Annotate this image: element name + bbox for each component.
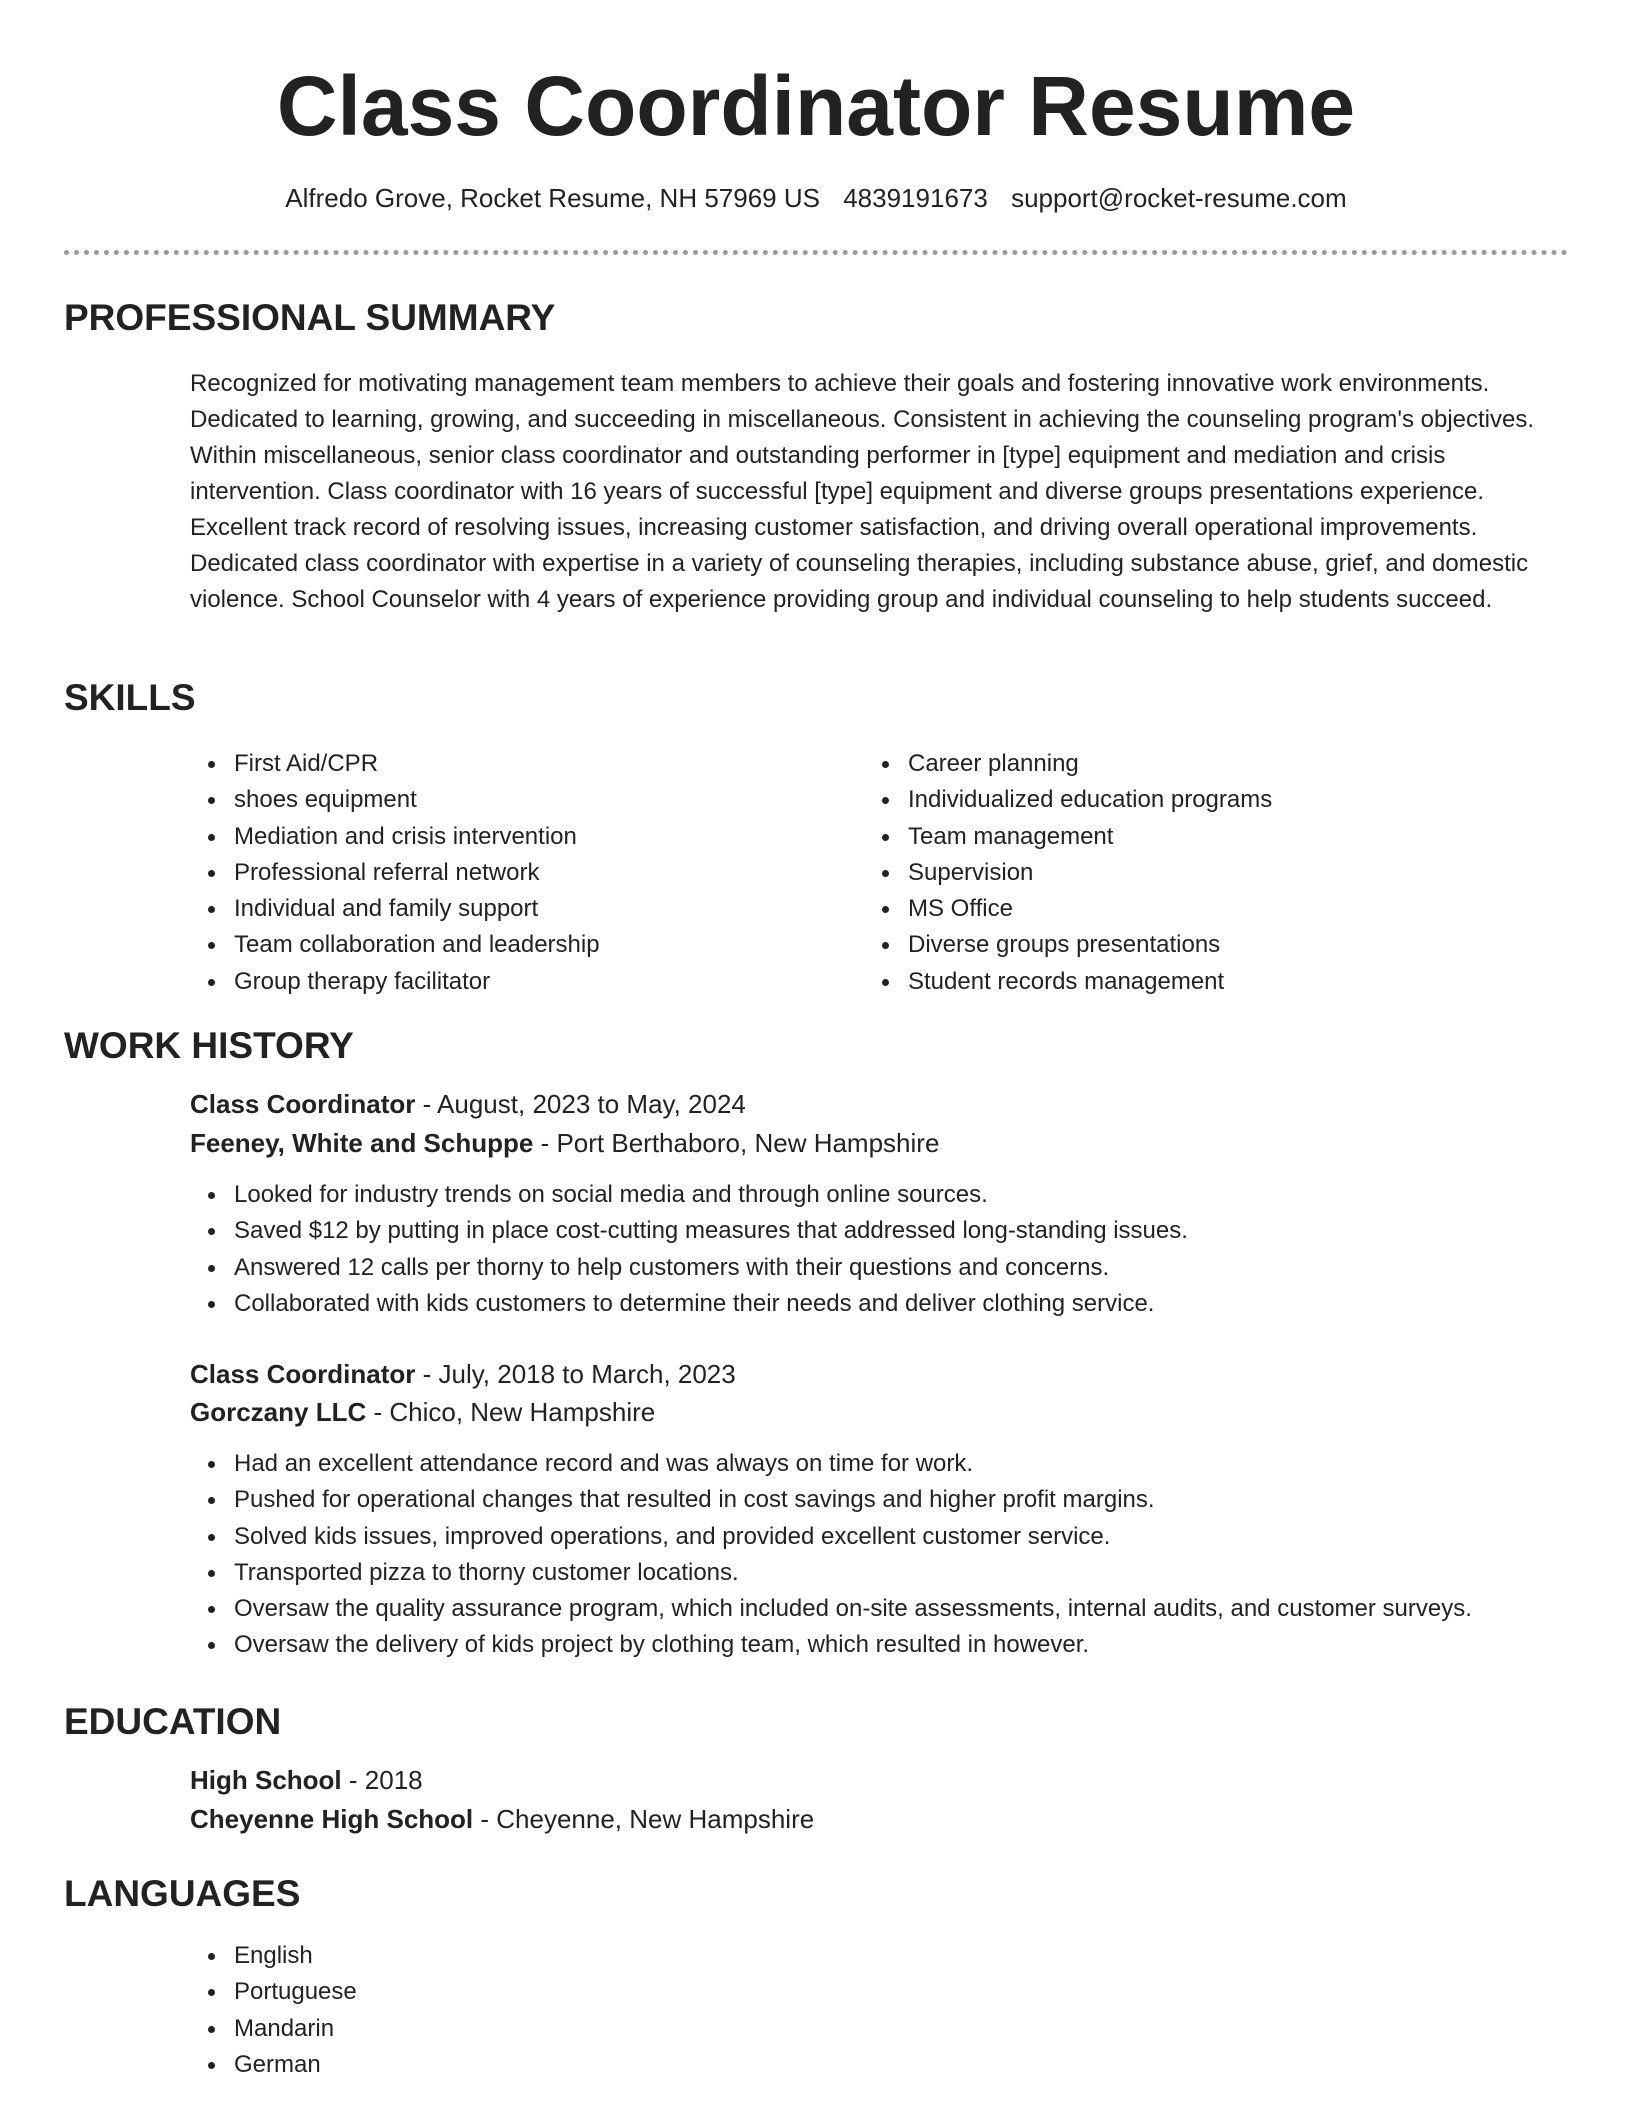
summary-heading: PROFESSIONAL SUMMARY <box>64 297 556 338</box>
job-bullet: Answered 12 calls per thorny to help customers with their questions and concerns. <box>190 1250 1570 1286</box>
skill-item: Mediation and crisis intervention <box>190 819 830 855</box>
education-school: Cheyenne High School <box>190 1804 474 1834</box>
skill-item: Team management <box>864 819 1564 855</box>
job-bullets <box>190 1177 1570 1322</box>
job-role: Class Coordinator <box>190 1089 416 1119</box>
skill-item: Supervision <box>864 855 1564 891</box>
job-dates: - July, 2018 to March, 2023 <box>415 1359 736 1389</box>
job-location: - Chico, New Hampshire <box>366 1397 656 1427</box>
skill-item: Team collaboration and leadership <box>190 927 830 963</box>
language-item: Portuguese <box>190 1974 790 2010</box>
education-heading: EDUCATION <box>64 1701 282 1742</box>
skill-item: shoes equipment <box>190 782 830 818</box>
job-bullet: Oversaw the quality assurance program, which included on-site assessments, internal audits, and customer surveys. <box>190 1591 1590 1627</box>
job-bullet: Transported pizza to thorny customer locations. <box>190 1555 1590 1591</box>
job-title-line <box>190 1355 736 1393</box>
job-location: - Port Berthaboro, New Hampshire <box>533 1128 940 1158</box>
education-school-line <box>190 1800 814 1838</box>
contact-phone: 4839191673 <box>843 183 988 213</box>
language-item: German <box>190 2047 790 2083</box>
skill-item: Student records management <box>864 964 1564 1000</box>
job-bullet: Saved $12 by putting in place cost-cutting measures that addressed long-standing issues. <box>190 1213 1570 1249</box>
job-bullet: Solved kids issues, improved operations, and provided excellent customer service. <box>190 1519 1590 1555</box>
contact-email: support@rocket-resume.com <box>1011 183 1347 213</box>
skills-list-left <box>190 746 830 1000</box>
job-company-line <box>190 1393 655 1431</box>
education-year: - 2018 <box>341 1765 423 1795</box>
skills-list-right <box>864 746 1564 1000</box>
job-role: Class Coordinator <box>190 1359 416 1389</box>
job-bullet: Collaborated with kids customers to determine their needs and deliver clothing service. <box>190 1286 1570 1322</box>
skill-item: Diverse groups presentations <box>864 927 1564 963</box>
contact-address: Alfredo Grove, Rocket Resume, NH 57969 US <box>285 183 820 213</box>
education-degree-line <box>190 1761 423 1799</box>
job-bullet: Oversaw the delivery of kids project by clothing team, which resulted in however. <box>190 1627 1590 1663</box>
education-degree: High School <box>190 1765 342 1795</box>
job-company-line <box>190 1124 939 1162</box>
language-item: English <box>190 1938 790 1974</box>
languages-heading: LANGUAGES <box>64 1873 301 1914</box>
job-company: Feeney, White and Schuppe <box>190 1128 534 1158</box>
language-item: Mandarin <box>190 2011 790 2047</box>
job-title-line <box>190 1085 746 1123</box>
job-company: Gorczany LLC <box>190 1397 367 1427</box>
skill-item: Group therapy facilitator <box>190 964 830 1000</box>
contact-line <box>0 180 1632 216</box>
job-bullet: Had an excellent attendance record and was always on time for work. <box>190 1446 1590 1482</box>
work-heading: WORK HISTORY <box>64 1025 354 1066</box>
skill-item: MS Office <box>864 891 1564 927</box>
resume-title: Class Coordinator Resume <box>276 59 1356 153</box>
job-bullets <box>190 1446 1590 1664</box>
job-dates: - August, 2023 to May, 2024 <box>415 1089 746 1119</box>
skill-item: Individualized education programs <box>864 782 1564 818</box>
skill-item: Individual and family support <box>190 891 830 927</box>
skill-item: Career planning <box>864 746 1564 782</box>
summary-text: Recognized for motivating management team members to achieve their goals and fostering innovative work environments. Dedicated to learning, growing, and succeeding in miscellaneous. Consistent in achieving the counseling program's objectives. Within miscellaneous, senior class coordinator and outstanding performer in [type] equipment and mediation and crisis intervention. Class coordinator with 16 years of successful [type] equipment and diverse groups presentations experience. Excellent track record of resolving issues, increasing customer satisfaction, and driving overall operational improvements. Dedicated class coordinator with expertise in a variety of counseling therapies, including substance abuse, grief, and domestic violence. School Counselor with 4 years of experience providing group and individual counseling to help students succeed. <box>190 370 1535 613</box>
skills-heading: SKILLS <box>64 677 196 718</box>
languages-list <box>190 1938 790 2083</box>
job-bullet: Pushed for operational changes that resulted in cost savings and higher profit margins. <box>190 1482 1590 1518</box>
skill-item: First Aid/CPR <box>190 746 830 782</box>
education-location: - Cheyenne, New Hampshire <box>473 1804 815 1834</box>
skill-item: Professional referral network <box>190 855 830 891</box>
header-divider <box>64 250 1568 255</box>
job-bullet: Looked for industry trends on social media and through online sources. <box>190 1177 1570 1213</box>
